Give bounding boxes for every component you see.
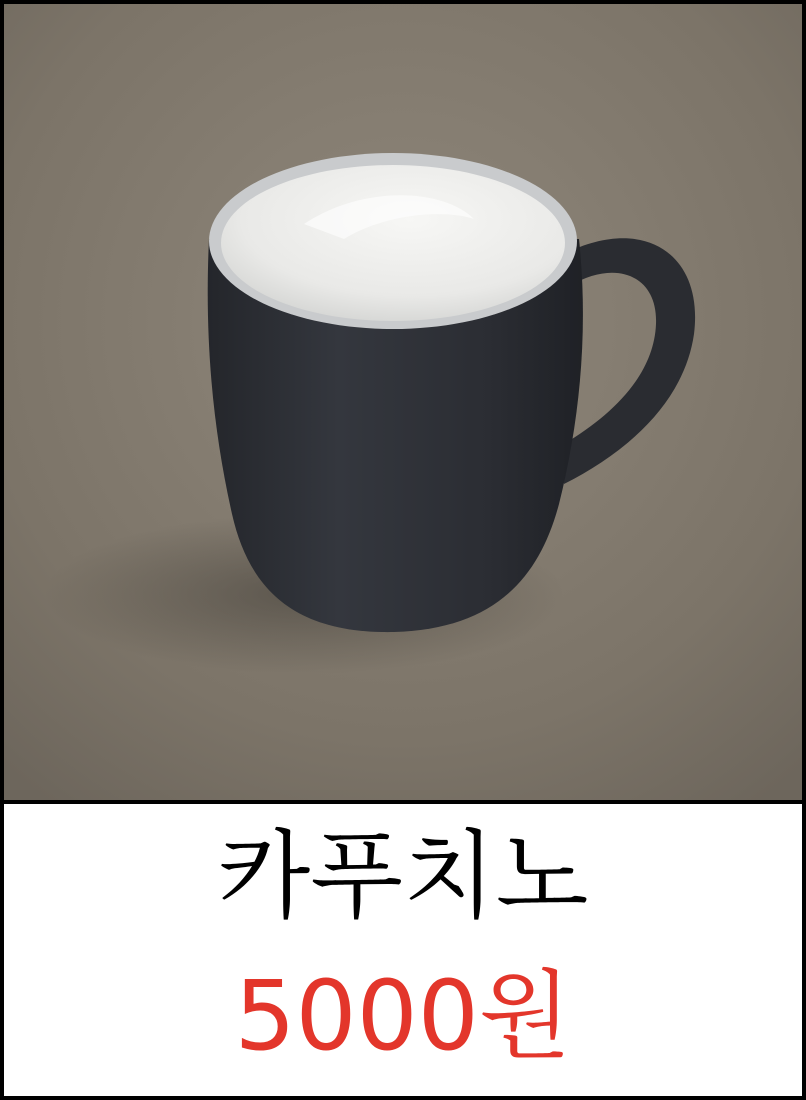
cappuccino-mug-image — [4, 4, 802, 800]
product-name: 카푸치노 — [217, 820, 589, 932]
product-label-area — [4, 804, 802, 1096]
product-photo — [4, 4, 802, 800]
milk-foam — [221, 165, 565, 321]
product-price: 5000원 — [234, 960, 572, 1072]
